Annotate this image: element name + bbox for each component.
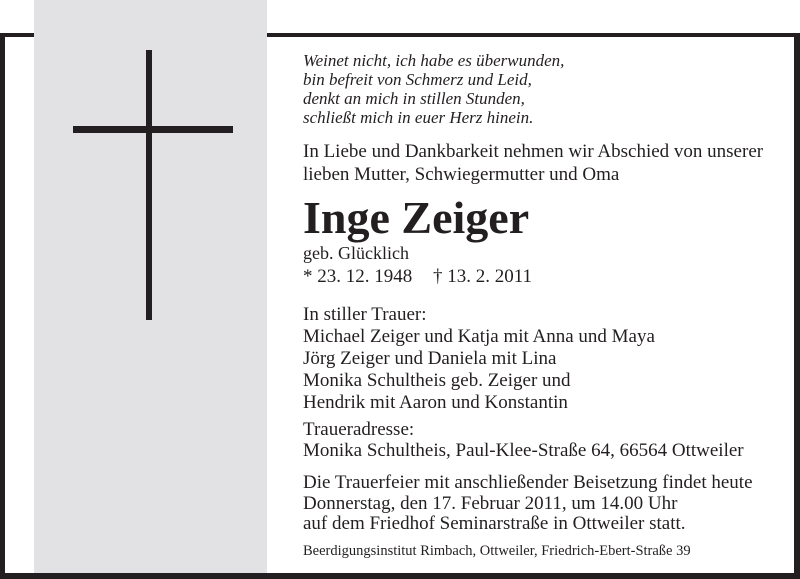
mourners-heading: In stiller Trauer: [303, 304, 427, 325]
cross-vertical-bar [146, 50, 152, 320]
condolence-address-heading: Traueradresse: [303, 419, 415, 440]
farewell-intro-line: In Liebe und Dankbarkeit nehmen wir Abschied von unserer [303, 141, 764, 162]
mourners-block [303, 304, 655, 414]
farewell-intro-line: lieben Mutter, Schwiegermutter und Oma [303, 164, 620, 185]
birth-date: * 23. 12. 1948 [303, 266, 413, 287]
mourner-line: Monika Schultheis geb. Zeiger und [303, 370, 571, 391]
gray-band [34, 0, 267, 573]
mourner-line: Michael Zeiger und Katja mit Anna und Maya [303, 326, 655, 347]
poem-line: schließt mich in euer Herz hinein. [303, 108, 534, 127]
death-date: † 13. 2. 2011 [433, 266, 533, 287]
frame-border-right [794, 33, 800, 573]
maiden-name: geb. Glücklich [303, 243, 409, 263]
condolence-address-block [303, 419, 744, 461]
memorial-poem [303, 51, 564, 127]
mourner-line: Hendrik mit Aaron und Konstantin [303, 392, 568, 413]
funeral-home-line: Beerdigungsinstitut Rimbach, Ottweiler, Friedrich-Ebert-Straße 39 [303, 543, 691, 559]
frame-border-left [0, 33, 5, 573]
deceased-name: Inge Zeiger [303, 192, 530, 243]
cross-icon [34, 0, 267, 340]
farewell-intro [303, 140, 763, 186]
poem-line: denkt an mich in stillen Stunden, [303, 89, 525, 108]
ceremony-line: Die Trauerfeier mit anschließender Beisetzung findet heute [303, 472, 753, 493]
ceremony-line: auf dem Friedhof Seminarstraße in Ottweiler statt. [303, 513, 686, 534]
ceremony-line: Donnerstag, den 17. Februar 2011, um 14.00 Uhr [303, 492, 678, 514]
frame-border-bottom [0, 573, 800, 579]
mourner-line: Jörg Zeiger und Daniela mit Lina [303, 348, 557, 369]
ceremony-info [303, 473, 753, 535]
condolence-address-line: Monika Schultheis, Paul-Klee-Straße 64, 66564 Ottweiler [303, 440, 744, 461]
poem-line: Weinet nicht, ich habe es überwunden, [303, 51, 565, 70]
life-dates [303, 266, 532, 288]
poem-line: bin befreit von Schmerz und Leid, [303, 70, 532, 89]
cross-horizontal-bar [73, 126, 233, 133]
